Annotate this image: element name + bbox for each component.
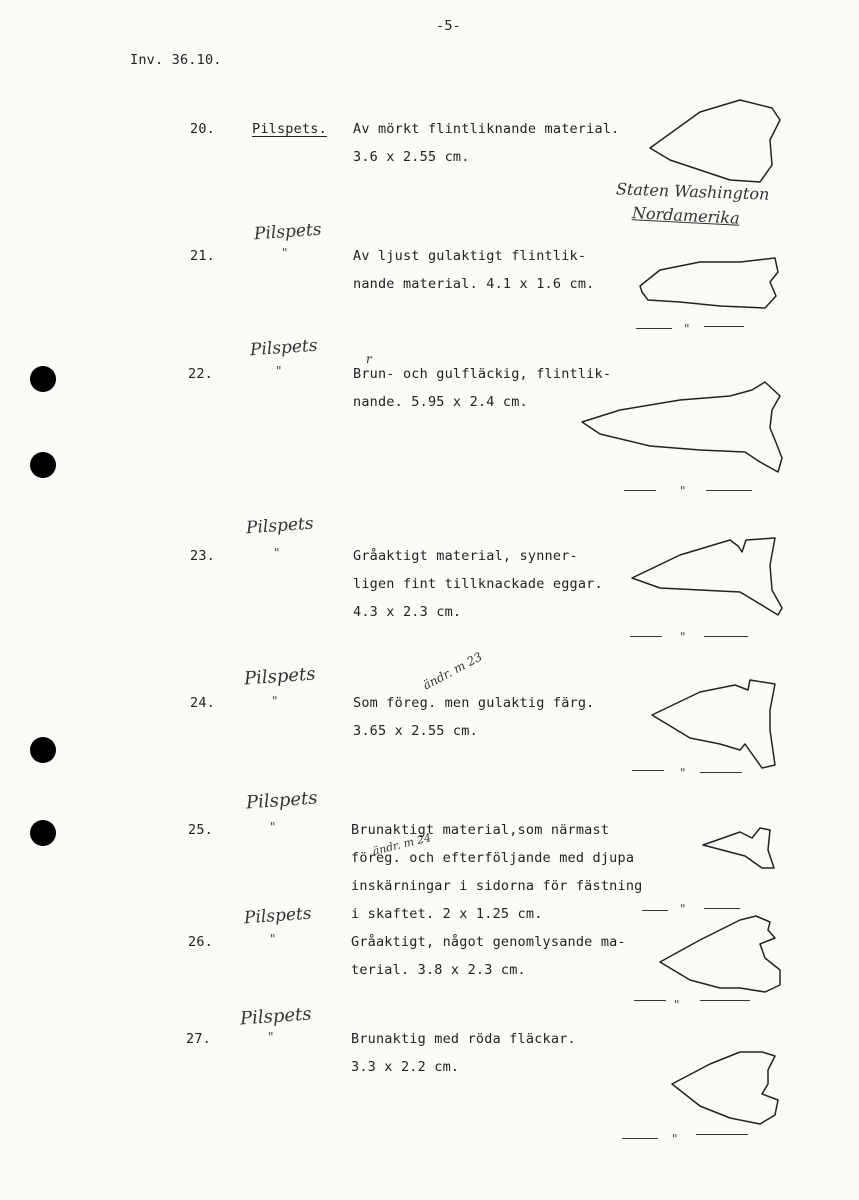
- item-number: 23.: [190, 548, 215, 564]
- item-number: 21.: [190, 248, 215, 264]
- item-hand-label: Pilspets: [245, 513, 315, 539]
- item-description-line: föreg. och efterföljande med djupa: [351, 850, 635, 866]
- item-description-line: Av ljust gulaktigt flintlik-: [353, 248, 587, 264]
- ditto-mark: ": [270, 820, 276, 834]
- arrowhead-drawing-21: [640, 258, 778, 308]
- page-number: -5-: [436, 18, 461, 34]
- item-hand-label: Pilspets: [249, 335, 319, 361]
- item-hand-note: ändr. m 23: [420, 649, 485, 693]
- item-description-line: Brunaktigt material,som närmast: [351, 822, 610, 838]
- item-hand-label: Pilspets: [245, 787, 319, 814]
- ditto-mark: ": [268, 1030, 274, 1044]
- item-description-line: i skaftet. 2 x 1.25 cm.: [351, 906, 543, 922]
- arrowhead-drawing-22: [582, 382, 782, 472]
- correction-mark: r: [366, 352, 372, 366]
- ditto-mark: ": [674, 998, 680, 1012]
- item-description-line: nande. 5.95 x 2.4 cm.: [353, 394, 528, 410]
- item-description-line: 4.3 x 2.3 cm.: [353, 604, 462, 620]
- ditto-mark: ": [272, 694, 278, 708]
- item-description-line: 3.65 x 2.55 cm.: [353, 723, 478, 739]
- arrowhead-drawing-23: [632, 538, 782, 615]
- ditto-mark: ": [680, 484, 686, 498]
- region-note-line1: Staten Washington: [615, 179, 770, 204]
- item-hand-note: ändr. m 24: [371, 830, 433, 859]
- item-description-line: inskärningar i sidorna för fästning: [351, 878, 643, 894]
- arrowhead-drawing-26: [660, 916, 780, 992]
- item-number: 25.: [188, 822, 213, 838]
- item-description-line: Gråaktigt material, synner-: [353, 548, 578, 564]
- ditto-mark: ": [680, 902, 686, 916]
- ditto-mark: ": [684, 322, 690, 336]
- item-description-line: Brunaktig med röda fläckar.: [351, 1031, 576, 1047]
- item-number: 22.: [188, 366, 213, 382]
- ditto-mark: ": [276, 364, 282, 378]
- arrowhead-drawing-20: [650, 100, 780, 182]
- region-note-line2: Nordamerika: [631, 203, 741, 228]
- item-number: 20.: [190, 121, 215, 137]
- ditto-mark: ": [680, 630, 686, 644]
- item-number: 24.: [190, 695, 215, 711]
- ditto-mark: ": [270, 932, 276, 946]
- ditto-mark: ": [274, 546, 280, 560]
- item-description-line: Brun- och gulfläckig, flintlik-: [353, 366, 612, 382]
- item-description-line: Av mörkt flintliknande material.: [353, 121, 620, 137]
- item-typed-label: Pilspets.: [252, 121, 327, 137]
- ditto-mark: ": [680, 766, 686, 780]
- item-description-line: terial. 3.8 x 2.3 cm.: [351, 962, 526, 978]
- arrowhead-drawing-27: [672, 1052, 778, 1124]
- inventory-number: Inv. 36.10.: [130, 52, 222, 68]
- item-number: 26.: [188, 934, 213, 950]
- item-description-line: 3.3 x 2.2 cm.: [351, 1059, 460, 1075]
- item-description-line: nande material. 4.1 x 1.6 cm.: [353, 276, 595, 292]
- item-hand-label: Pilspets: [243, 663, 317, 690]
- item-number: 27.: [186, 1031, 211, 1047]
- arrowhead-drawing-25: [703, 828, 774, 868]
- ditto-mark: ": [672, 1132, 678, 1146]
- item-description-line: ligen fint tillknackade eggar.: [353, 576, 603, 592]
- item-description-line: Som föreg. men gulaktig färg.: [353, 695, 595, 711]
- item-description-line: Gråaktigt, något genomlysande ma-: [351, 934, 626, 950]
- arrowhead-drawing-24: [652, 680, 775, 768]
- item-hand-label: Pilspets: [239, 1003, 313, 1030]
- item-hand-label: Pilspets: [253, 219, 323, 245]
- item-description-line: 3.6 x 2.55 cm.: [353, 149, 470, 165]
- item-hand-label: Pilspets: [243, 903, 313, 929]
- ditto-mark: ": [282, 246, 288, 260]
